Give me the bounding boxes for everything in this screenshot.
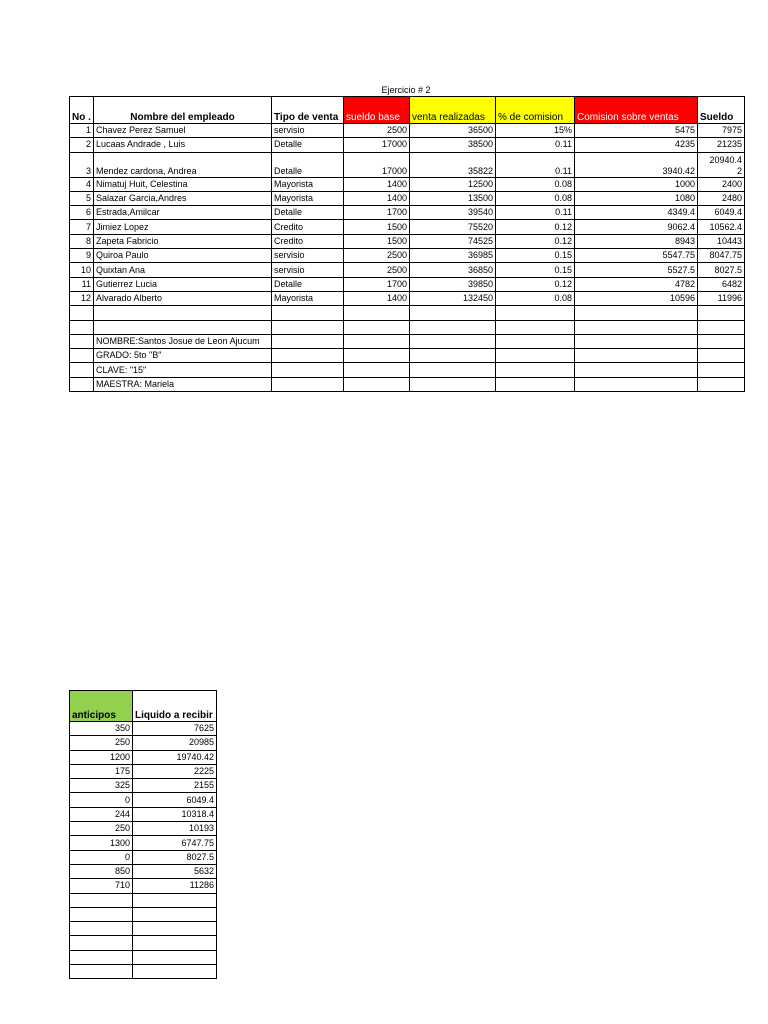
cell-sueldo-base[interactable]: 1400 — [344, 177, 410, 191]
cell-anticipos[interactable]: 244 — [70, 807, 133, 821]
side-table-row — [70, 836, 217, 850]
cell-tipo[interactable]: Credito — [272, 220, 344, 234]
empty-cell[interactable] — [496, 377, 575, 391]
cell-tipo[interactable]: Mayorista — [272, 291, 344, 305]
cell-pct[interactable]: 0.08 — [496, 191, 575, 205]
empty-cell[interactable] — [575, 320, 698, 334]
empty-cell[interactable] — [344, 363, 410, 377]
empty-cell[interactable] — [698, 306, 745, 320]
cell-nombre[interactable]: Nimatuj Huit, Celestina — [94, 177, 272, 191]
cell-venta[interactable]: 132450 — [410, 291, 496, 305]
side-table-row — [70, 850, 217, 864]
cell-no[interactable]: 11 — [70, 277, 94, 291]
info-row — [70, 320, 745, 334]
cell-anticipos[interactable]: 850 — [70, 864, 133, 878]
cell-tipo[interactable]: servisio — [272, 249, 344, 263]
cell-liquido[interactable]: 20985 — [133, 736, 217, 750]
empty-cell[interactable] — [410, 334, 496, 348]
cell-no[interactable]: 12 — [70, 291, 94, 305]
table-row — [70, 277, 745, 291]
empty-cell[interactable] — [496, 320, 575, 334]
cell-tipo[interactable]: Credito — [272, 234, 344, 248]
info-cell[interactable] — [94, 306, 272, 320]
empty-cell[interactable] — [272, 349, 344, 363]
cell-comision[interactable]: 3940.42 — [575, 152, 698, 177]
side-table-row — [70, 764, 217, 778]
cell-tipo[interactable]: Mayorista — [272, 191, 344, 205]
cell-nombre[interactable]: Zapeta Fabricio — [94, 234, 272, 248]
empty-cell[interactable] — [698, 334, 745, 348]
cell-comision[interactable]: 9062.4 — [575, 220, 698, 234]
col-header-venta[interactable]: venta realizadas — [410, 97, 496, 124]
cell-liquido[interactable]: 10318.4 — [133, 807, 217, 821]
cell-no[interactable]: 9 — [70, 249, 94, 263]
empty-cell[interactable] — [410, 363, 496, 377]
cell-sueldo-base[interactable]: 1700 — [344, 277, 410, 291]
empty-cell[interactable] — [698, 363, 745, 377]
empty-cell[interactable] — [70, 965, 133, 979]
cell-venta[interactable]: 35822 — [410, 152, 496, 177]
cell-tipo[interactable]: Detalle — [272, 206, 344, 220]
cell-pct[interactable]: 0.12 — [496, 277, 575, 291]
cell-anticipos[interactable]: 250 — [70, 736, 133, 750]
empty-cell[interactable] — [272, 377, 344, 391]
cell-tipo[interactable]: Mayorista — [272, 177, 344, 191]
table-row — [70, 191, 745, 205]
cell-sueldo[interactable]: 8047.75 — [698, 249, 745, 263]
table-row — [70, 234, 745, 248]
info-row — [70, 306, 745, 320]
cell-tipo[interactable]: Detalle — [272, 152, 344, 177]
empty-cell[interactable] — [70, 320, 94, 334]
empty-cell[interactable] — [344, 377, 410, 391]
cell-nombre[interactable]: Quiroa Paulo — [94, 249, 272, 263]
info-cell[interactable]: CLAVE: "15" — [94, 363, 272, 377]
cell-anticipos[interactable]: 0 — [70, 850, 133, 864]
side-table-row — [70, 779, 217, 793]
cell-sueldo[interactable]: 2400 — [698, 177, 745, 191]
cell-comision[interactable]: 8943 — [575, 234, 698, 248]
col-header-anticipos[interactable]: anticipos — [70, 691, 133, 722]
cell-anticipos[interactable]: 1200 — [70, 750, 133, 764]
info-row — [70, 334, 745, 348]
side-empty-row — [70, 965, 217, 979]
cell-liquido[interactable]: 7625 — [133, 722, 217, 736]
empty-cell[interactable] — [272, 363, 344, 377]
col-header-tipo[interactable]: Tipo de venta — [272, 97, 344, 124]
cell-venta[interactable]: 74525 — [410, 234, 496, 248]
side-table-row — [70, 736, 217, 750]
cell-nombre[interactable]: Estrada,Amilcar — [94, 206, 272, 220]
empty-cell[interactable] — [410, 320, 496, 334]
cell-pct[interactable]: 0.11 — [496, 152, 575, 177]
cell-pct[interactable]: 0.15 — [496, 249, 575, 263]
cell-anticipos[interactable]: 1300 — [70, 836, 133, 850]
employee-table — [69, 96, 745, 392]
cell-sueldo[interactable]: 6049.4 — [698, 206, 745, 220]
side-table-row — [70, 722, 217, 736]
empty-cell[interactable] — [70, 363, 94, 377]
empty-cell[interactable] — [70, 377, 94, 391]
cell-comision[interactable]: 10596 — [575, 291, 698, 305]
empty-cell[interactable] — [70, 950, 133, 964]
cell-tipo[interactable]: Detalle — [272, 138, 344, 152]
empty-cell[interactable] — [272, 306, 344, 320]
cell-liquido[interactable]: 19740.42 — [133, 750, 217, 764]
cell-liquido[interactable]: 6049.4 — [133, 793, 217, 807]
cell-sueldo[interactable]: 10443 — [698, 234, 745, 248]
empty-cell[interactable] — [496, 363, 575, 377]
col-header-no[interactable]: No . — [70, 97, 94, 124]
cell-sueldo[interactable]: 11996 — [698, 291, 745, 305]
cell-sueldo[interactable]: 10562.4 — [698, 220, 745, 234]
col-header-nombre[interactable]: Nombre del empleado — [94, 97, 272, 124]
cell-no[interactable]: 8 — [70, 234, 94, 248]
cell-tipo[interactable]: servisio — [272, 263, 344, 277]
cell-nombre[interactable]: Jimiez Lopez — [94, 220, 272, 234]
empty-cell[interactable] — [575, 377, 698, 391]
cell-sueldo-base[interactable]: 2500 — [344, 249, 410, 263]
info-cell[interactable]: GRADO: 5to "B" — [94, 349, 272, 363]
cell-comision[interactable]: 4235 — [575, 138, 698, 152]
cell-pct[interactable]: 0.08 — [496, 291, 575, 305]
cell-venta[interactable]: 12500 — [410, 177, 496, 191]
side-table-row — [70, 793, 217, 807]
empty-cell[interactable] — [272, 334, 344, 348]
cell-anticipos[interactable]: 350 — [70, 722, 133, 736]
cell-sueldo-base[interactable]: 2500 — [344, 124, 410, 138]
cell-sueldo-base[interactable]: 1400 — [344, 191, 410, 205]
table-row — [70, 152, 745, 177]
cell-nombre[interactable]: Quixtan Ana — [94, 263, 272, 277]
cell-comision[interactable]: 5547.75 — [575, 249, 698, 263]
empty-cell[interactable] — [698, 320, 745, 334]
cell-pct[interactable]: 0.11 — [496, 206, 575, 220]
empty-cell[interactable] — [133, 936, 217, 950]
cell-no[interactable]: 6 — [70, 206, 94, 220]
empty-cell[interactable] — [496, 349, 575, 363]
col-header-sueldo[interactable]: Sueldo — [698, 97, 745, 124]
info-cell[interactable]: MAESTRA: Mariela — [94, 377, 272, 391]
empty-cell[interactable] — [133, 965, 217, 979]
anticipos-table — [69, 690, 217, 979]
side-header-row — [70, 691, 217, 722]
cell-sueldo-base[interactable]: 2500 — [344, 263, 410, 277]
cell-comision[interactable]: 1080 — [575, 191, 698, 205]
empty-cell[interactable] — [70, 893, 133, 907]
empty-cell[interactable] — [575, 334, 698, 348]
col-header-liquido[interactable]: Liquido a recibir — [133, 691, 217, 722]
cell-nombre[interactable]: Salazar Garcia,Andres — [94, 191, 272, 205]
cell-sueldo-base[interactable]: 1700 — [344, 206, 410, 220]
cell-sueldo[interactable]: 2480 — [698, 191, 745, 205]
cell-sueldo[interactable]: 20940.4 2 — [698, 152, 745, 177]
cell-comision[interactable]: 5527.5 — [575, 263, 698, 277]
cell-nombre[interactable]: Chavez Perez Samuel — [94, 124, 272, 138]
empty-cell[interactable] — [698, 349, 745, 363]
empty-cell[interactable] — [575, 363, 698, 377]
col-header-sueldo-base[interactable]: sueldo base — [344, 97, 410, 124]
cell-comision[interactable]: 4349.4 — [575, 206, 698, 220]
cell-sueldo-base[interactable]: 17000 — [344, 152, 410, 177]
table-row — [70, 263, 745, 277]
empty-cell[interactable] — [410, 349, 496, 363]
empty-cell[interactable] — [344, 349, 410, 363]
table-row — [70, 220, 745, 234]
cell-anticipos[interactable]: 325 — [70, 779, 133, 793]
cell-nombre[interactable]: Gutierrez Lucia — [94, 277, 272, 291]
cell-liquido[interactable]: 8027.5 — [133, 850, 217, 864]
col-header-comision[interactable]: Comision sobre ventas — [575, 97, 698, 124]
cell-anticipos[interactable]: 175 — [70, 764, 133, 778]
cell-venta[interactable]: 75520 — [410, 220, 496, 234]
empty-cell[interactable] — [496, 306, 575, 320]
col-header-pct[interactable]: % de comision — [496, 97, 575, 124]
cell-sueldo-base[interactable]: 1500 — [344, 234, 410, 248]
side-table-row — [70, 879, 217, 893]
cell-no[interactable]: 1 — [70, 124, 94, 138]
info-cell[interactable]: NOMBRE:Santos Josue de Leon Ajucum — [94, 334, 272, 348]
side-table-row — [70, 750, 217, 764]
cell-liquido[interactable]: 6747.75 — [133, 836, 217, 850]
cell-no[interactable]: 4 — [70, 177, 94, 191]
cell-no[interactable]: 7 — [70, 220, 94, 234]
empty-cell[interactable] — [410, 377, 496, 391]
cell-sueldo-base[interactable]: 1400 — [344, 291, 410, 305]
side-table-row — [70, 822, 217, 836]
cell-sueldo[interactable]: 7975 — [698, 124, 745, 138]
cell-nombre[interactable]: Alvarado Alberto — [94, 291, 272, 305]
cell-anticipos[interactable]: 250 — [70, 822, 133, 836]
cell-nombre[interactable]: Lucaas Andrade , Luis — [94, 138, 272, 152]
cell-no[interactable]: 2 — [70, 138, 94, 152]
cell-nombre[interactable]: Mendez cardona, Andrea — [94, 152, 272, 177]
cell-anticipos[interactable]: 0 — [70, 793, 133, 807]
empty-cell[interactable] — [496, 334, 575, 348]
cell-no[interactable]: 10 — [70, 263, 94, 277]
empty-cell[interactable] — [133, 922, 217, 936]
empty-cell[interactable] — [698, 377, 745, 391]
cell-venta[interactable]: 36985 — [410, 249, 496, 263]
empty-cell[interactable] — [133, 893, 217, 907]
cell-sueldo[interactable]: 6482 — [698, 277, 745, 291]
cell-comision[interactable]: 1000 — [575, 177, 698, 191]
empty-cell[interactable] — [410, 306, 496, 320]
table-row — [70, 249, 745, 263]
empty-cell[interactable] — [272, 320, 344, 334]
cell-tipo[interactable]: Detalle — [272, 277, 344, 291]
cell-anticipos[interactable]: 710 — [70, 879, 133, 893]
cell-venta[interactable]: 39850 — [410, 277, 496, 291]
empty-cell[interactable] — [70, 334, 94, 348]
cell-liquido[interactable]: 2225 — [133, 764, 217, 778]
side-empty-row — [70, 922, 217, 936]
side-empty-row — [70, 907, 217, 921]
cell-sueldo-base[interactable]: 17000 — [344, 138, 410, 152]
cell-pct[interactable]: 15% — [496, 124, 575, 138]
header-row — [70, 97, 745, 124]
cell-liquido[interactable]: 11286 — [133, 879, 217, 893]
empty-cell[interactable] — [70, 306, 94, 320]
cell-comision[interactable]: 5475 — [575, 124, 698, 138]
cell-pct[interactable]: 0.12 — [496, 220, 575, 234]
cell-venta[interactable]: 36500 — [410, 124, 496, 138]
side-table-row — [70, 807, 217, 821]
empty-cell[interactable] — [70, 922, 133, 936]
empty-cell[interactable] — [575, 306, 698, 320]
cell-liquido[interactable]: 2155 — [133, 779, 217, 793]
cell-no[interactable]: 5 — [70, 191, 94, 205]
empty-cell[interactable] — [344, 306, 410, 320]
cell-venta[interactable]: 13500 — [410, 191, 496, 205]
side-empty-row — [70, 950, 217, 964]
info-row — [70, 377, 745, 391]
cell-no[interactable]: 3 — [70, 152, 94, 177]
cell-comision[interactable]: 4782 — [575, 277, 698, 291]
empty-cell[interactable] — [70, 907, 133, 921]
cell-liquido[interactable]: 5632 — [133, 864, 217, 878]
info-cell[interactable] — [94, 320, 272, 334]
empty-cell[interactable] — [70, 349, 94, 363]
info-row — [70, 349, 745, 363]
empty-cell[interactable] — [344, 320, 410, 334]
empty-cell[interactable] — [133, 907, 217, 921]
table-row — [70, 206, 745, 220]
table-row — [70, 177, 745, 191]
cell-venta[interactable]: 38500 — [410, 138, 496, 152]
cell-pct[interactable]: 0.15 — [496, 263, 575, 277]
empty-cell[interactable] — [70, 936, 133, 950]
cell-pct[interactable]: 0.11 — [496, 138, 575, 152]
cell-sueldo[interactable]: 8027.5 — [698, 263, 745, 277]
cell-sueldo[interactable]: 21235 — [698, 138, 745, 152]
cell-sueldo-base[interactable]: 1500 — [344, 220, 410, 234]
side-table-row — [70, 864, 217, 878]
side-empty-row — [70, 936, 217, 950]
cell-liquido[interactable]: 10193 — [133, 822, 217, 836]
sheet-title: Ejercicio # 2 — [381, 85, 431, 95]
cell-pct[interactable]: 0.12 — [496, 234, 575, 248]
empty-cell[interactable] — [344, 334, 410, 348]
cell-venta[interactable]: 39540 — [410, 206, 496, 220]
side-empty-row — [70, 893, 217, 907]
table-row — [70, 138, 745, 152]
info-row — [70, 363, 745, 377]
cell-tipo[interactable]: servisio — [272, 124, 344, 138]
cell-pct[interactable]: 0.08 — [496, 177, 575, 191]
empty-cell[interactable] — [575, 349, 698, 363]
table-row — [70, 124, 745, 138]
table-row — [70, 291, 745, 305]
empty-cell[interactable] — [133, 950, 217, 964]
cell-venta[interactable]: 36850 — [410, 263, 496, 277]
